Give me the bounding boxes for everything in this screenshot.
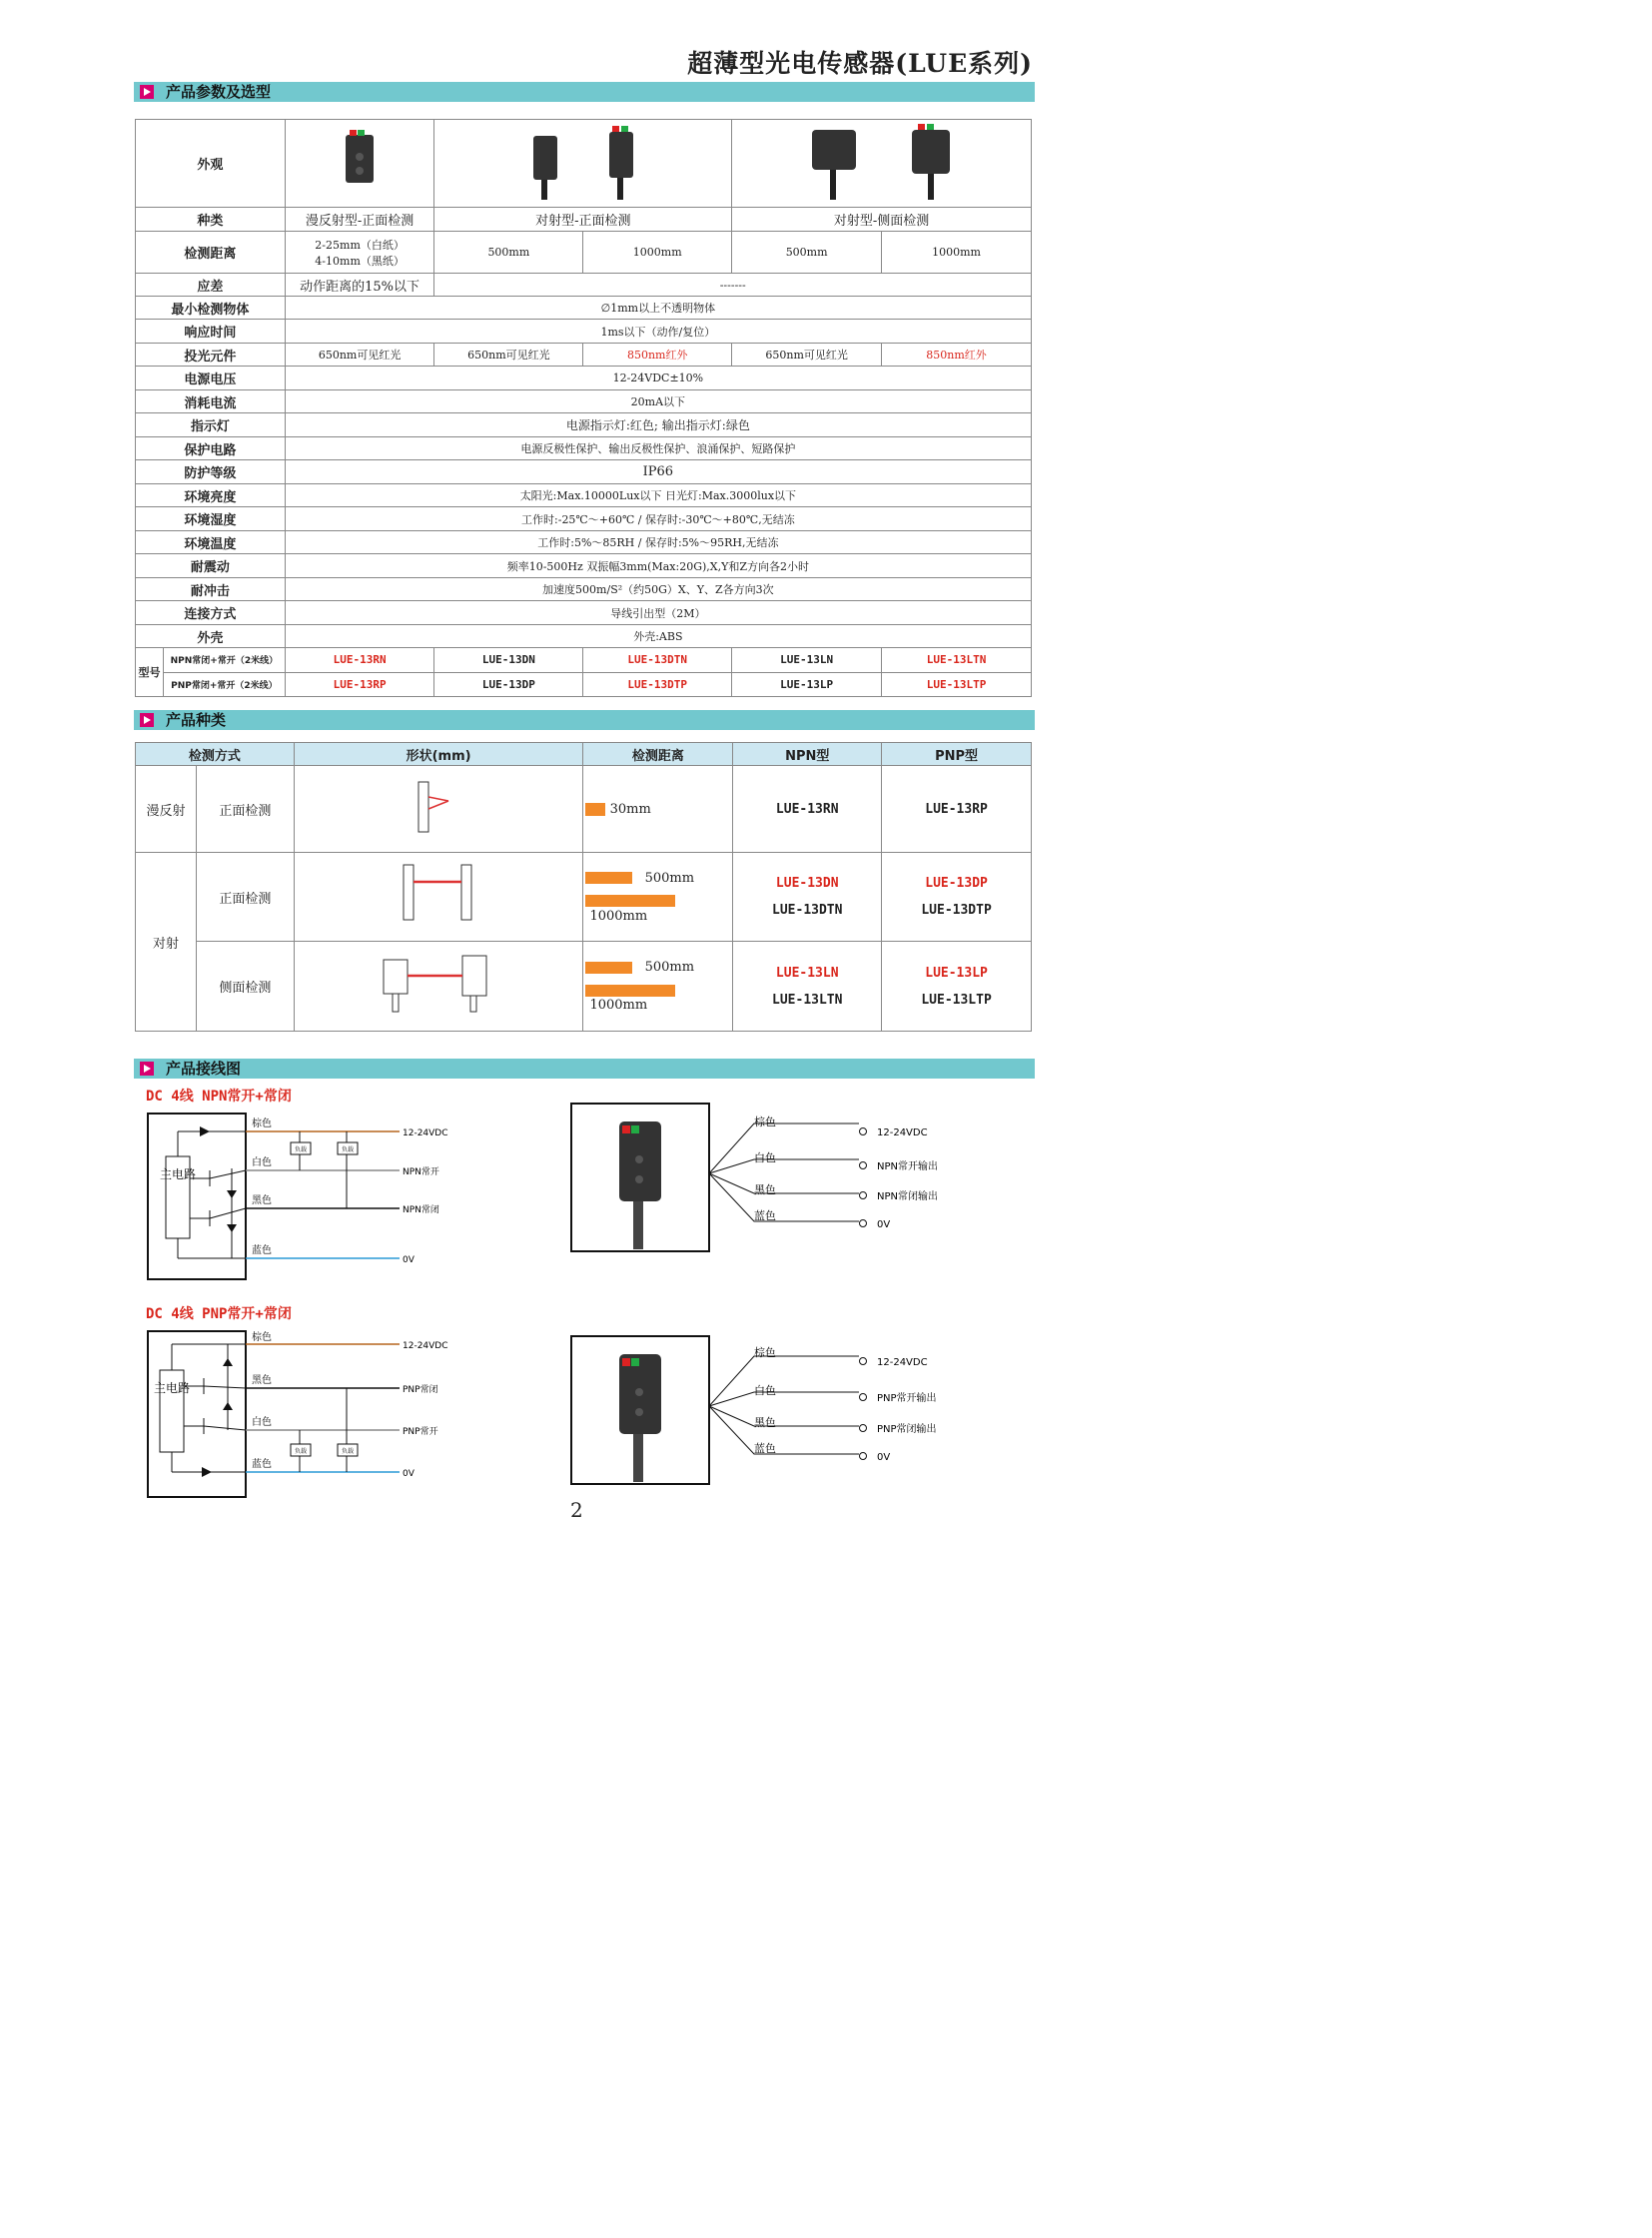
model-pnp: LUE-13RP (285, 672, 434, 697)
wire-color: 白色 (754, 1384, 776, 1397)
header-shape: 形状(mm) (294, 743, 583, 766)
npn-models: LUE-13DN LUE-13DTN (733, 853, 882, 942)
wire-signal: PNP常闭 (403, 1385, 438, 1395)
wire-color: 棕色 (754, 1116, 776, 1128)
play-icon (140, 713, 154, 727)
row-label: 防护等级 (136, 460, 286, 484)
wire-color: 白色 (252, 1157, 272, 1168)
row-value: 电源指示灯:红色; 输出指示灯:绿色 (285, 413, 1031, 437)
row-value: 工作时:-25℃～+60℃ / 保存时:-30℃～+80℃,无结冻 (285, 507, 1031, 531)
page-number: 2 (570, 1498, 583, 1522)
main-circuit-text: 主电路 (153, 1381, 191, 1395)
row-value: 导线引出型（2M） (285, 601, 1031, 625)
row-value: 工作时:5%～85RH / 保存时:5%～95RH,无结冻 (285, 531, 1031, 554)
wire-signal: 12-24VDC (877, 1127, 928, 1138)
model-pnp: LUE-13LP (732, 672, 882, 697)
sensor-image (340, 127, 380, 197)
wire-signal: PNP常开输出 (877, 1393, 937, 1404)
distance-cell: 500mm 1000mm (583, 942, 733, 1032)
product-image-diffuse (285, 120, 434, 208)
distance-bar (585, 872, 632, 884)
wire-color: 白色 (252, 1417, 272, 1428)
wire-signal: NPN常闭输出 (877, 1191, 938, 1202)
section-header-types: 产品种类 (134, 710, 1035, 730)
pnp-models: LUE-13DP LUE-13DTP (882, 853, 1032, 942)
sensor-pair-image (772, 120, 992, 204)
hysteresis-value: 动作距离的15%以下 (285, 274, 434, 297)
wire-signal: PNP常闭输出 (877, 1424, 937, 1435)
row-label: 消耗电流 (136, 390, 286, 413)
distance-bar (585, 985, 675, 997)
row-value: 12-24VDC±10% (285, 367, 1031, 390)
wire-signal: 0V (877, 1452, 891, 1463)
model-npn: LUE-13LTN (882, 648, 1032, 673)
types-table (135, 742, 1032, 1032)
row-label: 最小检测物体 (136, 297, 286, 320)
wire-color: 棕色 (754, 1346, 776, 1359)
npn-label: NPN常闭+常开（2米线） (164, 648, 285, 673)
row-value: ∅1mm以上不透明物体 (285, 297, 1031, 320)
npn-model: LUE-13RN (733, 766, 882, 853)
page-title: 超薄型光电传感器(LUE系列) (687, 49, 1033, 78)
row-label: 连接方式 (136, 601, 286, 625)
row-value: 20mA以下 (285, 390, 1031, 413)
sensor-pair-image (483, 122, 683, 202)
row-label: 环境温度 (136, 531, 286, 554)
type-label: 种类 (136, 208, 286, 232)
wire-signal: 0V (403, 1469, 414, 1479)
model-npn: LUE-13DTN (583, 648, 732, 673)
distance-bar (585, 803, 605, 816)
wire-color: 蓝色 (754, 1209, 776, 1222)
wire-color: 棕色 (252, 1332, 272, 1343)
row-value: IP66 (285, 460, 1031, 484)
row-value: 频率10-500Hz 双振幅3mm(Max:20G),X,Y和Z方向各2小时 (285, 554, 1031, 578)
method-diffuse: 漫反射 (136, 766, 197, 853)
type-cell: 对射型-侧面检测 (732, 208, 1032, 232)
row-value: 1ms以下（动作/复位） (285, 320, 1031, 344)
method-side: 侧面检测 (196, 942, 294, 1032)
pnp-models: LUE-13LP LUE-13LTP (882, 942, 1032, 1032)
distance-cell: 500mm 1000mm (583, 853, 733, 942)
pnp-schematic (140, 1326, 469, 1501)
distance-cell: 500mm (434, 232, 583, 274)
row-value: 外壳:ABS (285, 625, 1031, 648)
wire-color: 蓝色 (252, 1245, 272, 1256)
wire-color: 蓝色 (252, 1459, 272, 1470)
header-method: 检测方式 (136, 743, 295, 766)
load-text: 负载 (294, 1146, 308, 1153)
wire-color: 黑色 (754, 1183, 776, 1196)
product-image-thru-front (434, 120, 732, 208)
section-header-params: 产品参数及选型 (134, 82, 1035, 102)
row-label: 指示灯 (136, 413, 286, 437)
section-header-wiring: 产品接线图 (134, 1059, 1035, 1079)
row-value: 太阳光:Max.10000Lux以下 日光灯:Max.3000lux以下 (285, 484, 1031, 507)
play-icon (140, 1062, 154, 1076)
wire-color: 棕色 (252, 1119, 272, 1129)
emitter-label: 投光元件 (136, 344, 286, 367)
shape-diffuse (294, 766, 583, 853)
shape-drawing (394, 860, 483, 930)
wire-signal: 12-24VDC (403, 1128, 448, 1138)
method-front: 正面检测 (196, 853, 294, 942)
pnp-device-wiring (569, 1334, 959, 1486)
shape-thru-front (294, 853, 583, 942)
hysteresis-none: ------- (434, 274, 1032, 297)
shape-drawing (379, 950, 498, 1020)
npn-schematic (140, 1109, 469, 1283)
emitter-cell: 650nm可见红光 (434, 344, 583, 367)
wire-color: 黑色 (252, 1375, 272, 1386)
model-npn: LUE-13DN (434, 648, 583, 673)
distance-diffuse: 2-25mm（白纸） 4-10mm（黑纸） (285, 232, 434, 274)
load-text: 负载 (341, 1146, 355, 1153)
load-text: 负载 (294, 1448, 308, 1455)
row-value: 电源反极性保护、输出反极性保护、浪涌保护、短路保护 (285, 437, 1031, 460)
pnp-label: PNP常闭+常开（2米线） (171, 680, 278, 691)
load-text: 负载 (341, 1448, 355, 1455)
row-label: 外壳 (136, 625, 286, 648)
wire-signal: NPN常开 (403, 1167, 439, 1177)
play-icon (140, 85, 154, 99)
distance-label: 检测距离 (136, 232, 286, 274)
header-npn: NPN型 (733, 743, 882, 766)
wire-color: 黑色 (754, 1416, 776, 1429)
spec-table (135, 119, 1032, 697)
row-label: 响应时间 (136, 320, 286, 344)
pnp-model: LUE-13RP (882, 766, 1032, 853)
pnp-wiring-title: DC 4线 PNP常开+常闭 (146, 1306, 292, 1322)
emitter-cell: 650nm可见红光 (732, 344, 882, 367)
wire-signal: NPN常开输出 (877, 1161, 938, 1172)
wire-signal: NPN常闭 (403, 1205, 439, 1215)
row-label: 电源电压 (136, 367, 286, 390)
wire-color: 黑色 (252, 1195, 272, 1206)
wire-signal: 0V (403, 1255, 414, 1265)
row-label: 耐冲击 (136, 578, 286, 601)
type-cell: 漫反射型-正面检测 (285, 208, 434, 232)
shape-thru-side (294, 942, 583, 1032)
row-label: 保护电路 (136, 437, 286, 460)
model-pnp: LUE-13LTP (882, 672, 1032, 697)
row-label: 耐震动 (136, 554, 286, 578)
main-circuit-text: 主电路 (159, 1167, 197, 1181)
emitter-cell: 850nm红外 (583, 344, 732, 367)
wire-signal: 12-24VDC (403, 1341, 448, 1351)
row-label: 环境亮度 (136, 484, 286, 507)
distance-cell: 1000mm (882, 232, 1032, 274)
model-npn: LUE-13RN (285, 648, 434, 673)
distance-cell: 500mm (732, 232, 882, 274)
type-cell: 对射型-正面检测 (434, 208, 732, 232)
model-pnp: LUE-13DP (434, 672, 583, 697)
model-npn: LUE-13LN (732, 648, 882, 673)
wire-signal: PNP常开 (403, 1427, 438, 1437)
appearance-label: 外观 (136, 120, 286, 208)
wire-signal: 0V (877, 1219, 891, 1230)
distance-cell: 30mm (583, 766, 733, 853)
header-distance: 检测距离 (583, 743, 733, 766)
model-label: 型号 (136, 648, 164, 696)
emitter-cell: 850nm红外 (882, 344, 1032, 367)
hysteresis-label: 应差 (136, 274, 286, 297)
row-label: 环境湿度 (136, 507, 286, 531)
distance-cell: 1000mm (583, 232, 732, 274)
wire-color: 蓝色 (754, 1442, 776, 1455)
distance-bar (585, 962, 632, 974)
npn-device-wiring (569, 1102, 959, 1253)
shape-drawing (409, 777, 468, 837)
header-pnp: PNP型 (882, 743, 1032, 766)
wire-signal: 12-24VDC (877, 1357, 928, 1368)
product-image-thru-side (732, 120, 1032, 208)
row-value: 加速度500m/S²（约50G）X、Y、Z各方向3次 (285, 578, 1031, 601)
emitter-cell: 650nm可见红光 (285, 344, 434, 367)
method-front: 正面检测 (196, 766, 294, 853)
npn-models: LUE-13LN LUE-13LTN (733, 942, 882, 1032)
distance-bar (585, 895, 675, 907)
method-thru: 对射 (136, 853, 197, 1032)
wire-color: 白色 (754, 1151, 776, 1164)
model-pnp: LUE-13DTP (583, 672, 732, 697)
model-cell (136, 648, 286, 697)
npn-wiring-title: DC 4线 NPN常开+常闭 (146, 1089, 292, 1105)
